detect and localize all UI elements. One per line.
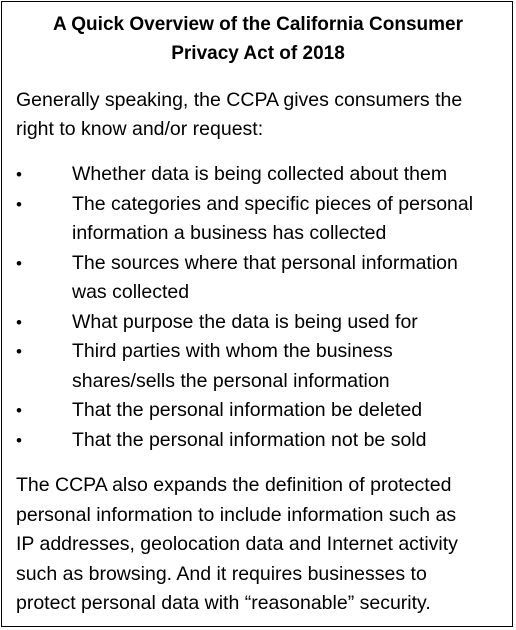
bullet-icon: • [16,312,22,332]
bullet-icon: • [16,401,22,420]
list-item [2,190,512,249]
list-item-text: That the personal information not be sold [72,428,427,451]
summary-line: personal information to include information such as [16,503,457,526]
bullet-icon: • [16,253,22,273]
list-item-text: The categories and specific pieces of personal [72,192,474,215]
bullet-icon: • [16,165,22,184]
list-item [2,249,512,308]
bullet-icon: • [16,430,22,450]
list-item-text: That the personal information be deleted [72,399,423,421]
bullet-icon: • [16,342,22,361]
list-item [2,160,512,190]
list-item-text: Third parties with whom the business [72,340,393,362]
summary-paragraph [16,471,510,619]
list-item [2,426,512,456]
document-title [2,10,514,68]
title-line: Privacy Act of 2018 [171,43,345,64]
intro-paragraph [16,86,506,144]
list-item-text: Whether data is being collected about them [72,163,448,185]
rights-list [2,160,512,455]
list-item [2,337,512,396]
list-item-text: shares/sells the personal information [72,369,390,392]
list-item-text: was collected [72,281,190,303]
list-item-text: The sources where that personal information [72,251,458,274]
title-line: A Quick Overview of the California Consumer [52,14,463,35]
ccpa-overview-box [1,1,513,627]
summary-line: protect personal data with “reasonable” security. [16,592,431,614]
list-item-text: What purpose the data is being used for [72,310,418,333]
intro-line: right to know and/or request: [16,118,264,140]
intro-line: Generally speaking, the CCPA gives consumers the [16,89,463,111]
summary-line: The CCPA also expands the definition of protected [16,474,452,496]
summary-line: IP addresses, geolocation data and Internet activity [16,533,458,555]
bullet-icon: • [16,194,22,214]
list-item [2,308,512,338]
list-item [2,396,512,426]
summary-line: such as browsing. And it requires businesses to [16,562,427,585]
list-item-text: information a business has collected [72,222,387,244]
